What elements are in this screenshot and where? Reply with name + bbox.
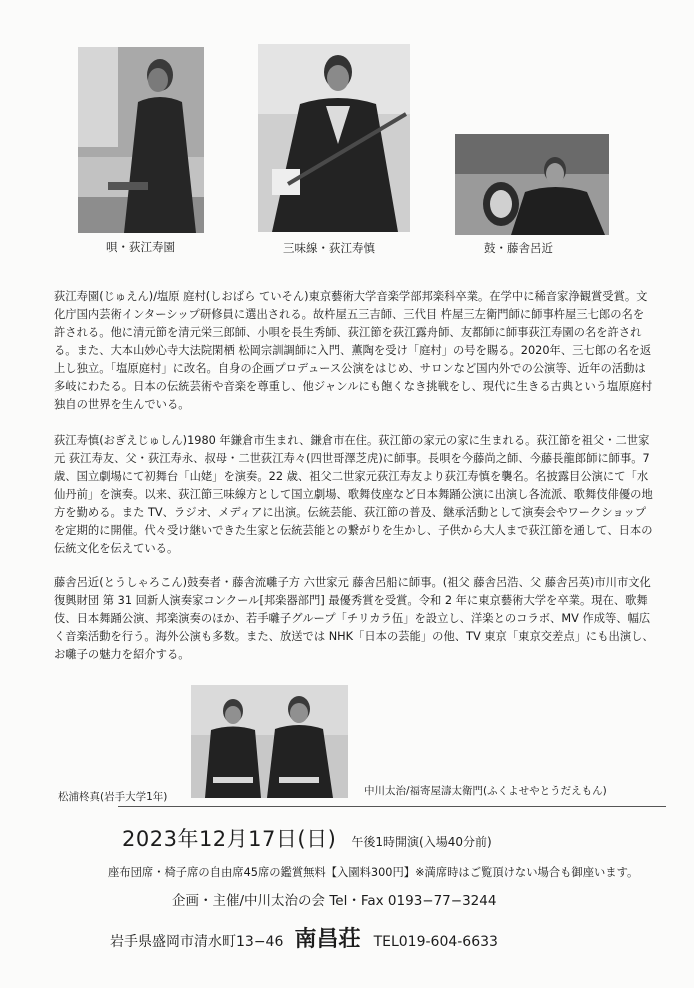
guest-caption-left: 松浦柊真(岩手大学1年) bbox=[58, 791, 168, 803]
event-address: 岩手県盛岡市清水町13−46 bbox=[110, 934, 284, 950]
event-time: 午後1時開演(入場40分前) bbox=[351, 835, 492, 849]
photo-caption-shamisen: 三味線・荻江寿慎 bbox=[283, 241, 375, 255]
photo-singer bbox=[78, 47, 204, 233]
bio-juen-text: 荻江寿園(じゅえん)/塩原 庭村(しおばら ていそん)東京藝術大学音楽学部邦楽科卒業。在学中に稀音家浄観賞受賞。文化庁国内芸術インターシップ研修員に選出される。故杵屋五三吉師、三代目 杵屋三左衛門師に師事杵屋三七郎の名を許される。他に清元節を清元栄三郎師、小唄を長生秀師、荻江節を荻江露舟師、友都師に師事荻江寿園の名を許される。また、大本山妙心寺大法院閑栖 松岡宗訓調師に入門、薫陶を受け「庭村」の号を賜る。2020年、三七郎の名を返上し独立。「塩原庭村」に改名。自身の企画プロデュース公演をはじめ、サロンなど国内外での公演等、近年の活動は多岐にわたる。日本の伝統芸術や音楽を尊重し、他ジャンルにも飽くなき挑戦をし、現代に生きる古典という塩原庭村独自の世界を生んでいる。 bbox=[54, 290, 653, 411]
event-date-line bbox=[122, 823, 592, 853]
bio-rokon-text: 藤舎呂近(とうしゃろこん)鼓奏者・藤舎流囃子方 六世家元 藤舎呂船に師事。(祖父 藤舎呂浩、父 藤舎呂英)市川市文化復興財団 第 31 回新人演奏家コンクール[邦楽器部門] 最優秀賞を受賞。令和 2 年に東京藝術大学を卒業。現在、歌舞伎、日本舞踊公演、邦楽演奏のほか、若手囃子グループ「チリカラ伍」を設立し、洋楽とのコラボ、MV 作成等、幅広く音楽活動を行う。海外公演も多数。また、放送では NHK「日本の芸能」の他、TV 東京「東京交差点」にも出演し、お囃子の魅力を紹介する。 bbox=[54, 576, 654, 661]
event-organizer: 企画・主催/中川太治の会 Tel・Fax 0193−77−3244 bbox=[172, 893, 497, 909]
divider-line bbox=[118, 806, 666, 807]
bio-juen bbox=[54, 288, 654, 414]
guest-caption-right: 中川太治/福寄屋濤太衛門(ふくよせやとうだえもん) bbox=[364, 785, 607, 797]
photo-caption-tsuzumi: 鼓・藤舎呂近 bbox=[484, 241, 553, 255]
event-seating: 座布団席・椅子席の自由席45席の鑑賞無料【入園料300円】※満席時はご覧頂けない場合も御座います。 bbox=[108, 866, 639, 879]
bio-rokon bbox=[54, 574, 654, 664]
photo-shamisen bbox=[258, 44, 410, 232]
event-date: 2023年12月17日(日) bbox=[122, 827, 337, 851]
event-venue: 南昌荘 bbox=[294, 926, 361, 952]
bio-jushin-text: 荻江寿慎(おぎえじゅしん)1980 年鎌倉市生まれ、鎌倉市在住。荻江節の家元の家に生まれる。荻江節を祖父・二世家元 荻江寿友、父・荻江寿永、叔母・二世荻江寿々(四世哥澤芝虎)に師事。長唄を今藤尚之師、今藤長龍郎師に師事。7歳、国立劇場にて初舞台「山姥」を演奏。22 歳、祖父二世家元荻江寿友より荻江寿慎を襲名。名披露目公演にて「水仙丹前」を演奏。以来、荻江節三味線方として国立劇場、歌舞伎座など日本舞踊公演に出演し各流派、歌舞伎俳優の地方を勤める。また TV、ラジオ、メディアに出演。伝統芸能、荻江節の普及、継承活動として演奏会やワークショップを定期的に開催。代々受け継いできた生家と伝統芸能との繋がりを生かし、子供から大人まで荻江節を通して、日本の伝統文化を伝えている。 bbox=[54, 434, 653, 555]
bio-jushin bbox=[54, 432, 654, 558]
photo-tsuzumi bbox=[455, 134, 609, 235]
event-venue-line bbox=[110, 922, 498, 953]
photo-guests bbox=[191, 685, 348, 798]
event-tel: TEL019-604-6633 bbox=[373, 934, 498, 950]
photo-caption-singer: 唄・荻江寿園 bbox=[106, 240, 175, 254]
